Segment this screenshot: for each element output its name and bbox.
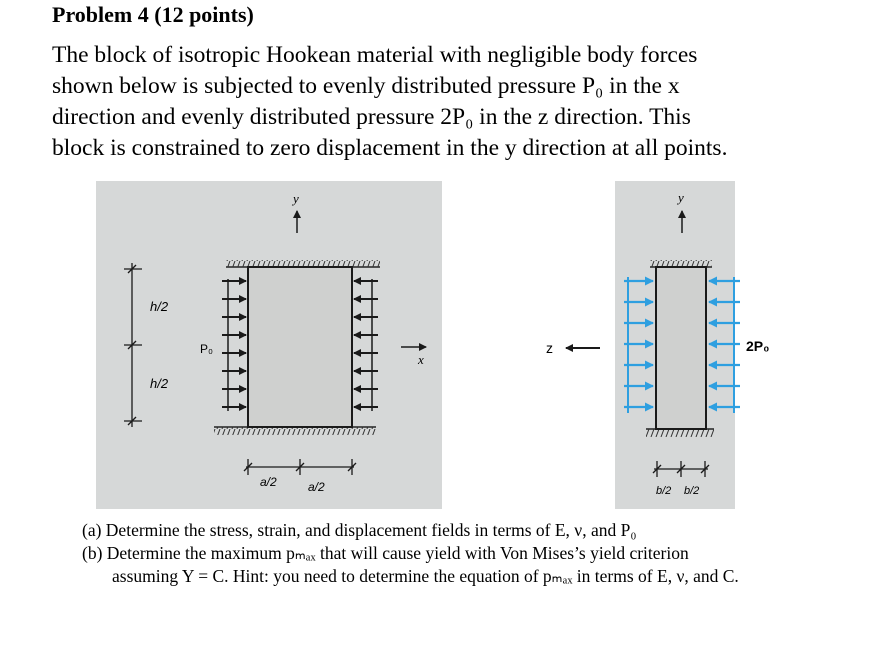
y-axis-label: y: [678, 190, 684, 205]
statement-line: shown below is subjected to evenly distributed pressure P₀ in the x: [52, 73, 680, 99]
x-axis-label: x: [418, 352, 424, 367]
dim-a-right: a/2: [308, 480, 325, 494]
dim-b-right: b/2: [684, 485, 700, 497]
dim-b-left: b/2: [656, 485, 672, 497]
top-support-hatch: [226, 260, 380, 267]
question-a: (a) Determine the stress, strain, and displacement fields in terms of E, ν, and P₀: [82, 520, 637, 540]
y-axis-label: y: [293, 191, 299, 206]
figure-zy-view: [530, 181, 795, 509]
statement-line: The block of isotropic Hookean material with negligible body forces: [52, 42, 698, 68]
question-b-continued: assuming Y = C. Hint: you need to determine the equation of pₘₐₓ in terms of E, ν, and C.: [112, 566, 739, 586]
problem-title: Problem 4 (12 points): [52, 2, 254, 27]
questions: [82, 519, 872, 588]
block: [248, 267, 352, 427]
figure-xy-view: [96, 181, 442, 509]
dim-a-left: a/2: [260, 475, 277, 489]
dim-h-lower: h/2: [150, 376, 169, 391]
problem-statement: [52, 40, 852, 164]
statement-line: direction and evenly distributed pressure 2P₀ in the z direction. This: [52, 104, 691, 130]
load-2p0-label: 2P₀: [746, 338, 770, 354]
block-side: [656, 267, 706, 429]
dim-h-upper: h/2: [150, 299, 169, 314]
top-support-hatch: [650, 260, 712, 267]
question-b: (b) Determine the maximum pₘₐₓ that will cause yield with Von Mises’s yield criterion: [82, 543, 689, 563]
bottom-support-hatch: [646, 429, 714, 437]
statement-line: block is constrained to zero displacement in the y direction at all points.: [52, 135, 728, 161]
load-p0-label: P₀: [200, 342, 213, 356]
z-axis-label: z: [546, 340, 553, 356]
bottom-support-hatch: [214, 427, 376, 435]
